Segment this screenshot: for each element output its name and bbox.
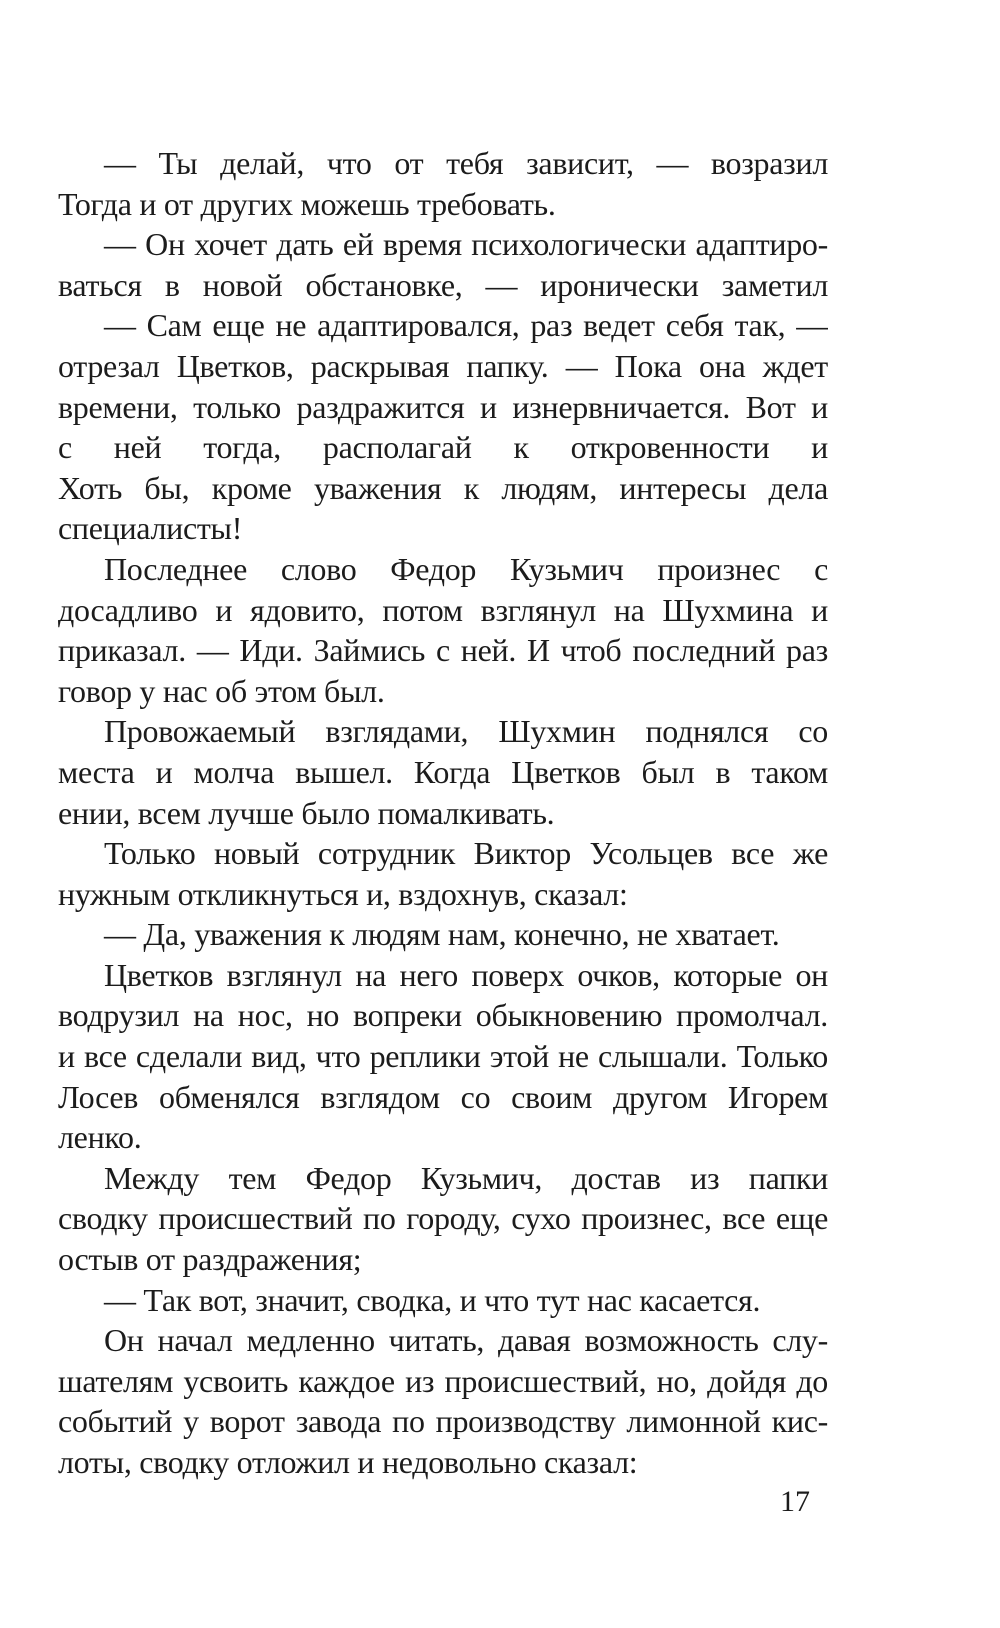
- text-line: шателям усвоить каждое из происшествий, но, дойдя до: [58, 1362, 828, 1399]
- text-line: — Так вот, значит, сводка, и что тут нас касается.: [104, 1281, 761, 1318]
- text-line: времени, только раздражится и изнервничается. Вот и: [58, 388, 828, 425]
- text-line: Тогда и от других можешь требовать.: [58, 185, 556, 222]
- text-line: Между тем Федор Кузьмич, достав из папки: [104, 1159, 828, 1196]
- text-line: ении, всем лучше было помалкивать.: [58, 794, 555, 831]
- text-line: водрузил на нос, но вопреки обыкновению промолчал.: [58, 997, 828, 1034]
- text-line: лоты, сводку отложил и недовольно сказал:: [58, 1444, 638, 1480]
- body-text: [58, 143, 828, 1483]
- text-line: Лосев обменялся взглядом со своим другом Игорем: [58, 1078, 828, 1115]
- text-line: Последнее слово Федор Кузьмич произнес с: [104, 550, 828, 587]
- text-line: событий у ворот завода по производству лимонной кис-: [58, 1403, 828, 1440]
- text-line: Хоть бы, кроме уважения к людям, интересы дела: [58, 469, 828, 506]
- text-line: — Да, уважения к людям нам, конечно, не хватает.: [104, 916, 780, 953]
- text-line: ленко.: [58, 1119, 142, 1156]
- text-line: сводку происшествий по городу, сухо произнес, все еще: [58, 1200, 828, 1237]
- text-line: Цветков взглянул на него поверх очков, которые он: [104, 956, 828, 993]
- text-line: Он начал медленно читать, давая возможность слу-: [104, 1322, 828, 1359]
- text-line: остыв от раздражения;: [58, 1241, 362, 1278]
- text-line: и все сделали вид, что реплики этой не слышали. Только: [58, 1038, 828, 1075]
- text-line: нужным откликнуться и, вздохнув, сказал:: [58, 875, 628, 912]
- text-line: специалисты!: [58, 510, 243, 547]
- text-line: с ней тогда, располагай к откровенности и: [58, 429, 828, 466]
- text-line: места и молча вышел. Когда Цветков был в таком: [58, 753, 828, 790]
- page-number: 17: [780, 1485, 810, 1518]
- text-line: отрезал Цветков, раскрывая папку. — Пока она ждет: [58, 347, 828, 384]
- text-line: приказал. — Иди. Займись с ней. И чтоб последний раз: [58, 632, 828, 669]
- text-line: — Сам еще не адаптировался, раз ведет себя так, —: [104, 307, 828, 344]
- text-line: — Он хочет дать ей время психологически адаптиро-: [104, 226, 828, 263]
- text-line: Провожаемый взглядами, Шухмин поднялся со: [104, 713, 828, 750]
- text-line: говор у нас об этом был.: [58, 672, 385, 709]
- text-line: Только новый сотрудник Виктор Усольцев все же: [104, 835, 828, 872]
- text-line: досадливо и ядовито, потом взглянул на Шухмина и: [58, 591, 828, 628]
- text-line: ваться в новой обстановке, — иронически заметил: [58, 266, 828, 303]
- text-line: — Ты делай, что от тебя зависит, — возразил: [104, 145, 828, 181]
